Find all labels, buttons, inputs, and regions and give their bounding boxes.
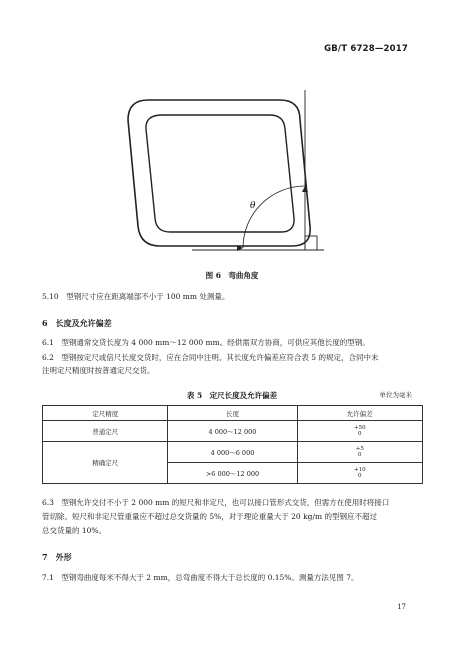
- section-5-10: 5.10 型钢尺寸应在距离端部不小于 100 mm 处测量。: [42, 292, 230, 301]
- cell-length: >6 000～12 000: [168, 463, 297, 484]
- page-number: 17: [397, 603, 406, 611]
- header-tolerance: 允许偏差: [297, 406, 422, 421]
- tolerance-upper: +5: [355, 445, 364, 452]
- section-6-2-line2: 注明定尺精度时按普通定尺交货。: [42, 366, 155, 375]
- section-7-1: 7.1 型钢弯曲度每米不得大于 2 mm，总弯曲度不得大于总长度的 0.15%。测量方法见图 7。: [42, 573, 359, 582]
- section-6-heading: 6 长度及允许偏差: [42, 318, 112, 328]
- tolerance-lower: 0: [358, 431, 362, 437]
- table-row: [43, 442, 423, 463]
- section-6-3-line3: 总交货量的 10%。: [42, 526, 107, 535]
- section-6-3-line1: 6.3 型钢允许交付不小于 2 000 mm 的短尺和非定尺，也可以接口管形式交货，但需方在使用时将接口: [42, 498, 390, 507]
- section-6-1: 6.1 型钢通常交货长度为 4 000 mm～12 000 mm。经供需双方协商，可供应其他长度的型钢。: [42, 338, 370, 347]
- cell-precision: 精确定尺: [43, 442, 168, 484]
- table-row: [43, 421, 423, 442]
- section-7-heading: 7 外形: [42, 552, 72, 562]
- section-6-3-line2: 管切除。短尺和非定尺管重量应不超过总交货量的 5%，对于理论重量大于 20 kg/m 的型钢应不超过: [42, 512, 377, 521]
- table-5-unit: 单位为毫米: [379, 391, 412, 399]
- reference-square: [305, 236, 317, 250]
- header-length: 长度: [168, 406, 297, 421]
- tolerance-upper: +10: [353, 466, 366, 473]
- bending-angle-figure: [104, 88, 334, 258]
- cell-length: 4 000～12 000: [168, 421, 297, 442]
- cell-tolerance: [297, 421, 422, 442]
- standard-code: GB/T 6728—2017: [324, 44, 408, 54]
- table-5-title: 表 5 定尺长度及允许偏差: [186, 391, 278, 400]
- cell-length: 4 000～6 000: [168, 442, 297, 463]
- cell-tolerance: [297, 442, 422, 463]
- cell-precision: 普通定尺: [43, 421, 168, 442]
- theta-label: θ: [250, 201, 256, 211]
- cell-tolerance: [297, 463, 422, 484]
- table-header-row: [43, 406, 423, 421]
- figure-caption: 图 6 弯曲角度: [205, 271, 259, 280]
- tube-inner-profile: [146, 115, 294, 232]
- section-6-2-line1: 6.2 型钢按定尺或倍尺长度交货时，应在合同中注明。其长度允许偏差应符合表 5 的规定，合同中未: [42, 353, 379, 362]
- tolerance-lower: 0: [358, 473, 362, 479]
- header-precision: 定尺精度: [43, 406, 168, 421]
- tolerance-lower: 0: [358, 452, 362, 458]
- tolerance-upper: +50: [353, 424, 366, 431]
- angle-arc: [243, 186, 305, 248]
- length-tolerance-table: [42, 405, 423, 484]
